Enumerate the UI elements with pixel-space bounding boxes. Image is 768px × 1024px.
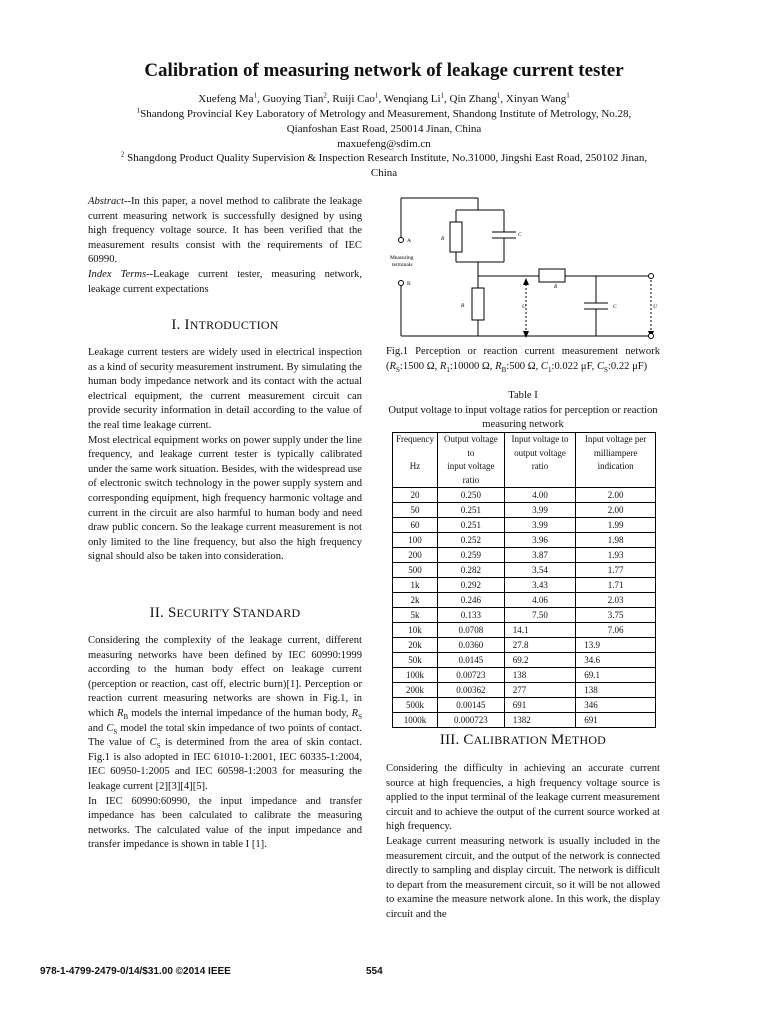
author-name: Xinyan Wang (505, 93, 567, 105)
table-label: Table I (508, 390, 538, 401)
table-cell: 3.75 (576, 608, 656, 623)
circuit-diagram (386, 190, 660, 340)
abstract (88, 195, 362, 297)
table-cell: 4.00 (504, 488, 576, 503)
table-cell: 277 (504, 683, 576, 698)
symbol-c: C (596, 360, 605, 372)
text-run: Fig.1 Perception or reaction current measurement network ( (386, 346, 660, 372)
table-cell: 0.133 (437, 608, 504, 623)
cs-label: C (518, 232, 522, 238)
symbol-r: R (351, 707, 359, 719)
table-cell: 7.06 (576, 623, 656, 638)
affiliation-2-line2: China (370, 167, 398, 179)
subscript: S (396, 365, 400, 374)
table-cell: 3.87 (504, 548, 576, 563)
affiliation-2-mark: 2 (120, 150, 125, 159)
section-number: III. (439, 732, 464, 748)
table-row (393, 638, 656, 653)
author-name: Guoying Tian (262, 93, 324, 105)
table-cell: 1.98 (576, 533, 656, 548)
symbol-r: R (495, 360, 502, 372)
resistor-r1 (539, 269, 565, 282)
table-cell: 0.0145 (437, 653, 504, 668)
author-name: Qin Zhang (449, 93, 497, 105)
rs-label: R (441, 236, 445, 242)
table-cell: 1.99 (576, 518, 656, 533)
heading-rest: ECURITY (176, 606, 233, 620)
table-row (393, 533, 656, 548)
text-run: and (88, 722, 107, 734)
text-run: :10000 Ω, (449, 360, 496, 372)
section-number: II. (149, 605, 168, 621)
text-run: model the total skin impedance of two points of contact. The value of (88, 722, 362, 749)
affiliation-2-line1: Shangdong Product Quality Supervision & Inspection Research Institute, No.31000, Jingshi East Road, 250102 Jinan, (124, 152, 648, 164)
table-cell: 3.99 (504, 518, 576, 533)
ratio-table (392, 432, 656, 728)
heading-initial: S (232, 605, 242, 621)
index-terms-text: --Leakage current tester, measuring network, leakage current expectations (88, 268, 362, 295)
symbol-c: C (540, 360, 548, 372)
calibration-paragraph-1: Considering the difficulty in achieving an accurate current source at high frequencies, a high frequency voltage source is applied to the input terminal of the leakage current measurement circuit and to achieve the output of the current source worked at high frequency. (386, 763, 660, 833)
terminal-a-label: A (407, 238, 411, 244)
table-cell: 1k (393, 578, 438, 593)
table-cell: 0.0708 (437, 623, 504, 638)
table-cell: 138 (504, 668, 576, 683)
table-cell: 691 (504, 698, 576, 713)
table-cell: 3.99 (504, 503, 576, 518)
table-cell: 3.43 (504, 578, 576, 593)
text-run: models the internal impedance of the human body, (128, 707, 352, 719)
table-cell: 0.0360 (437, 638, 504, 653)
table-cell: 1000k (393, 713, 438, 728)
author-name: Ruiji Cao (332, 93, 375, 105)
table-cell: 2.00 (576, 503, 656, 518)
table-header-cell: Input voltage per milliampere indication (576, 433, 656, 488)
heading-initial: M (550, 732, 565, 748)
affiliation-2 (0, 151, 768, 181)
table-cell: 20k (393, 638, 438, 653)
figure-caption (386, 345, 660, 374)
table-cell: 346 (576, 698, 656, 713)
author-affiliation-mark: 1 (496, 91, 501, 100)
r1-label: R (554, 284, 558, 290)
author-affiliation-mark: 1 (374, 91, 379, 100)
u2-label: U (653, 304, 657, 310)
abstract-label: Abstract (88, 196, 124, 207)
introduction-paragraph-2: Most electrical equipment works on power supply under the line frequency, and leakage current tester is typically calibrated under the same work situation. Besides, with the widespread use of electronic switch technology in the power supply system and corresponding equipment, high frequency harmonic voltage and current in the circuit are also harmful to human body and need draw public concern. So the leakage current measurement is not only limited to the line frequency, but also the high frequency signal should also be taken into consideration. (88, 434, 362, 563)
table-cell: 4.06 (504, 593, 576, 608)
table-cell: 691 (576, 713, 656, 728)
table-row (393, 488, 656, 503)
security-paragraph-2: In IEC 60990:60990, the input impedance and transfer impedance has been calculated to calibrate the measuring networks. The calculated value of the input impedance and transfer impedance is shown in table I [1]. (88, 795, 362, 851)
table-cell: 0.282 (437, 563, 504, 578)
text-run: Considering the complexity of the leakage current, different measuring networks have been defined by IEC 60990:1999 according to the human body effect on leakage current (perception or reaction, cast off, electric burn)[1]. Perception or reaction current measuring networks are shown in Fig.1, in which (88, 635, 362, 719)
table-cell: 0.000723 (437, 713, 504, 728)
table-row (393, 713, 656, 728)
resistor-rb (472, 288, 484, 320)
symbol-r: R (439, 360, 447, 372)
heading-rest: NTRODUCTION (189, 318, 279, 332)
table-row (393, 683, 656, 698)
heading-initial: I (184, 317, 190, 333)
table-cell: 0.246 (437, 593, 504, 608)
security-paragraph-1 (88, 634, 362, 795)
table-cell: 1.77 (576, 563, 656, 578)
section-heading-introduction (88, 317, 362, 334)
table-cell: 3.54 (504, 563, 576, 578)
abstract-text: --In this paper, a novel method to calibrate the leakage current measuring network is successfully designed by using high frequency voltage source. It has been verified that the measurement results consist with the requirements of IEC 60990. (88, 196, 362, 266)
subscript: B (501, 365, 507, 374)
table-cell: 500 (393, 563, 438, 578)
table-caption (386, 389, 660, 433)
subscript: S (156, 742, 161, 751)
table-row (393, 698, 656, 713)
table-cell: 1.93 (576, 548, 656, 563)
affiliation-1-line2: Qianfoshan East Road, 250014 Jinan, China (286, 123, 482, 135)
section-heading-security-standard (88, 605, 362, 622)
table-cell: 100 (393, 533, 438, 548)
table-row (393, 563, 656, 578)
heading-rest: ETHOD (564, 733, 607, 747)
table-cell: 5k (393, 608, 438, 623)
table-cell: 10k (393, 623, 438, 638)
subscript: S (604, 365, 608, 374)
table-title: Output voltage to input voltage ratios for perception or reaction measuring network (388, 404, 658, 431)
u1-label: U (522, 304, 526, 310)
table-cell: 50 (393, 503, 438, 518)
author-affiliation-mark: 1 (253, 91, 258, 100)
text-run: is determined from the area of skin contact. Fig.1 is also adopted in IEC 61010-1:2001, IEC 60335-1:2004, IEC 60950-1:2005 and IEC 60598-1:2003 for measuring the leakage current [2][3][4][5]. (88, 737, 363, 792)
table-cell: 0.250 (437, 488, 504, 503)
symbol-r: R (117, 707, 124, 719)
text-run: :500 Ω, (506, 360, 541, 372)
table-row (393, 548, 656, 563)
table-cell: 1382 (504, 713, 576, 728)
table-cell: 0.251 (437, 518, 504, 533)
table-row (393, 668, 656, 683)
subscript: 1 (548, 365, 552, 374)
symbol-c: C (149, 737, 157, 749)
author-affiliation-mark: 2 (323, 91, 327, 100)
table-cell: 0.00362 (437, 683, 504, 698)
subscript: S (358, 713, 362, 722)
c1-label: C (613, 304, 617, 310)
table-header-cell: Output voltage to input voltage ratio (437, 433, 504, 488)
subscript: S (113, 727, 118, 736)
heading-initial: S (167, 605, 177, 621)
table-cell: 0.251 (437, 503, 504, 518)
table-row (393, 503, 656, 518)
table-cell: 50k (393, 653, 438, 668)
table-row (393, 518, 656, 533)
table-cell: 0.00723 (437, 668, 504, 683)
symbol-c: C (106, 722, 114, 734)
table-row (393, 593, 656, 608)
heading-initial: C (463, 732, 474, 748)
text-run: :0.022 μF, (551, 360, 597, 372)
page-number: 554 (366, 966, 383, 977)
table-cell: 2.03 (576, 593, 656, 608)
symbol-r: R (389, 360, 397, 372)
author-name: Wenqiang Li (383, 93, 441, 105)
table-cell: 138 (576, 683, 656, 698)
author-affiliation-mark: 1 (440, 91, 445, 100)
table-header-cell: Input voltage to output voltage ratio (504, 433, 576, 488)
table-cell: 60 (393, 518, 438, 533)
introduction-paragraph-1: Leakage current testers are widely used in electrical inspection as a kind of security measurement instrument. By simulating the human body impedance network and its contact with the actual electrical equipment, the current measurement circuit can provide security information in detail according to the value of the real time leakage current. (88, 347, 362, 431)
text-run: :1500 Ω, (399, 360, 440, 372)
table-cell: 14.1 (504, 623, 576, 638)
section-heading-calibration-method (386, 732, 660, 749)
author-email[interactable]: maxuefeng@sdim.cn (337, 138, 431, 150)
table-row (393, 653, 656, 668)
measuring-label: Measuring (390, 255, 414, 261)
resistor-rs (450, 222, 462, 252)
terminal-b-label: B (407, 281, 411, 287)
subscript: B (123, 713, 129, 722)
calibration-body (386, 762, 660, 923)
table-cell: 34.6 (576, 653, 656, 668)
table-cell: 2k (393, 593, 438, 608)
heading-rest: TANDARD (241, 606, 301, 620)
footer-isbn: 978-1-4799-2479-0/14/$31.00 ©2014 IEEE (40, 966, 231, 977)
security-standard-body (88, 634, 362, 853)
table-header-cell: Frequency Hz (393, 433, 438, 488)
author-list: Xuefeng Ma$^1$, Guoying Tian$^2$, Ruiji Cao$^1$, Wenqiang Li$^1$, Qin Zhang$^1$, Xinyan Wang$^1$ (198, 91, 570, 105)
table-cell: 3.96 (504, 533, 576, 548)
table-cell: 13.9 (576, 638, 656, 653)
terminals-label: terminals (392, 262, 413, 268)
table-cell: 1.71 (576, 578, 656, 593)
table-row (393, 608, 656, 623)
table-cell: 200k (393, 683, 438, 698)
table-cell: 69.1 (576, 668, 656, 683)
paper-title: Calibration of measuring network of leakage current tester (144, 60, 624, 81)
author-name: Xuefeng Ma (198, 93, 254, 105)
affiliation-1-line1: Shandong Provincial Key Laboratory of Metrology and Measurement, Shandong Institute of Metrology, No.28, (140, 108, 632, 120)
table-cell: 0.292 (437, 578, 504, 593)
table-cell: 0.259 (437, 548, 504, 563)
table-cell: 27.8 (504, 638, 576, 653)
introduction-body (88, 346, 362, 565)
heading-rest: ALIBRATION (473, 733, 551, 747)
table-cell: 0.252 (437, 533, 504, 548)
table-cell: 7.50 (504, 608, 576, 623)
table-cell: 100k (393, 668, 438, 683)
table-cell: 2.00 (576, 488, 656, 503)
table-cell: 500k (393, 698, 438, 713)
table-row (393, 578, 656, 593)
text-run: :0.22 μF) (607, 360, 648, 372)
author-affiliation-mark: 1 (566, 91, 570, 100)
affiliation-1 (0, 107, 768, 152)
calibration-paragraph-2: Leakage current measuring network is usually included in the measurement circuit, and the output of the network is connected directly to sampling and display circuit. The network is difficult to depart from the measurement circuit, so it will be not allowed to examine the measure network alone. In this work, the display circuit and the (386, 835, 660, 920)
table-cell: 200 (393, 548, 438, 563)
rb-label: R (461, 303, 465, 309)
table-cell: 69.2 (504, 653, 576, 668)
subscript: 1 (446, 365, 450, 374)
index-terms-label: Index Terms (88, 268, 147, 280)
table-cell: 20 (393, 488, 438, 503)
affiliation-1-mark: 1 (136, 106, 141, 115)
table-row (393, 623, 656, 638)
section-number: I. (171, 317, 185, 333)
table-cell: 0.00145 (437, 698, 504, 713)
